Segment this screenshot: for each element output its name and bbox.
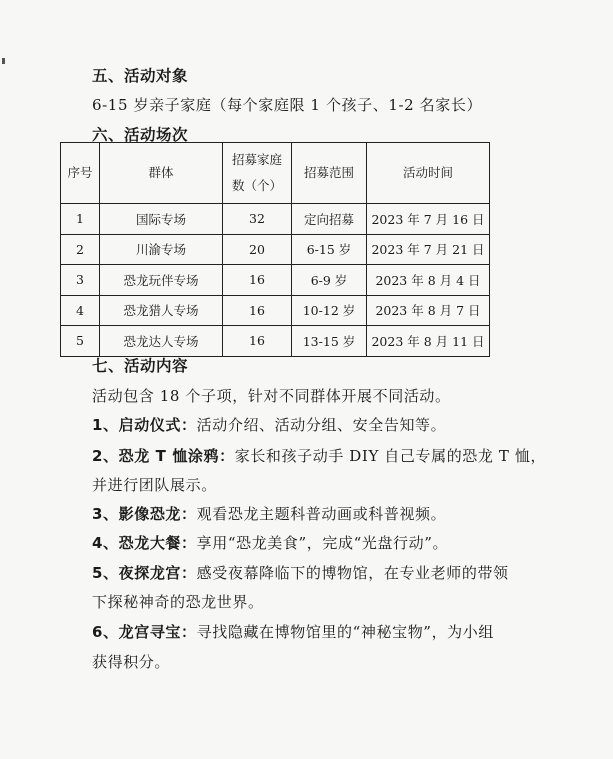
row-families: 32 bbox=[223, 204, 292, 235]
section7-heading: 七、活动内容 bbox=[92, 357, 189, 375]
table-row bbox=[61, 204, 490, 235]
table-row bbox=[61, 265, 490, 296]
activity-item bbox=[92, 621, 494, 642]
activity-text-continued: 下探秘神奇的恐龙世界。 bbox=[92, 593, 264, 611]
activity-item bbox=[92, 503, 446, 524]
table-row bbox=[61, 295, 490, 326]
activity-title: 1、启动仪式： bbox=[92, 416, 197, 434]
table-row bbox=[61, 326, 490, 357]
activity-title: 2、恐龙 T 恤涂鸦： bbox=[92, 447, 235, 465]
row-range: 定向招募 bbox=[292, 204, 367, 235]
row-index: 3 bbox=[61, 265, 100, 296]
row-index: 5 bbox=[61, 326, 100, 357]
activity-item bbox=[92, 532, 448, 553]
activity-text: 寻找隐藏在博物馆里的“神秘宝物”，为小组 bbox=[196, 623, 494, 641]
activity-text-continued: 获得积分。 bbox=[92, 653, 171, 671]
row-index: 4 bbox=[61, 295, 100, 326]
row-range: 10-12 岁 bbox=[292, 295, 367, 326]
header-index: 序号 bbox=[61, 143, 100, 204]
activity-item bbox=[92, 562, 509, 583]
activity-title: 4、恐龙大餐： bbox=[92, 534, 197, 552]
header-range: 招募范围 bbox=[292, 143, 367, 204]
schedule-table bbox=[60, 142, 490, 357]
scan-edge-mark bbox=[2, 58, 5, 64]
row-index: 1 bbox=[61, 204, 100, 235]
activity-title: 3、影像恐龙： bbox=[92, 505, 197, 523]
section5-heading: 五、活动对象 bbox=[92, 67, 189, 85]
row-families: 20 bbox=[223, 234, 292, 265]
table-header-row bbox=[61, 143, 490, 204]
table-row bbox=[61, 234, 490, 265]
header-time: 活动时间 bbox=[367, 143, 490, 204]
row-range: 13-15 岁 bbox=[292, 326, 367, 357]
activity-text: 观看恐龙主题科普动画或科普视频。 bbox=[196, 505, 447, 523]
row-group: 国际专场 bbox=[100, 204, 223, 235]
activity-text: 活动介绍、活动分组、安全告知等。 bbox=[196, 416, 447, 434]
row-time: 2023 年 8 月 4 日 bbox=[367, 265, 490, 296]
row-time: 2023 年 8 月 7 日 bbox=[367, 295, 490, 326]
row-index: 2 bbox=[61, 234, 100, 265]
activity-item bbox=[92, 445, 546, 466]
row-families: 16 bbox=[223, 265, 292, 296]
activity-text: 家长和孩子动手 DIY 自己专属的恐龙 T 恤， bbox=[234, 447, 547, 465]
row-group: 恐龙达人专场 bbox=[100, 326, 223, 357]
header-group: 群体 bbox=[100, 143, 223, 204]
section7-intro: 活动包含 18 个子项，针对不同群体开展不同活动。 bbox=[92, 387, 451, 405]
activity-text-continued: 并进行团队展示。 bbox=[92, 476, 217, 494]
activity-title: 6、龙宫寻宝： bbox=[92, 623, 197, 641]
row-families: 16 bbox=[223, 326, 292, 357]
row-group: 恐龙玩伴专场 bbox=[100, 265, 223, 296]
row-group: 川渝专场 bbox=[100, 234, 223, 265]
header-families-line1: 招募家庭 bbox=[231, 152, 282, 167]
section5-text: 6-15 岁亲子家庭（每个家庭限 1 个孩子、1-2 名家长） bbox=[92, 96, 483, 114]
activity-text: 享用“恐龙美食”，完成“光盘行动”。 bbox=[196, 534, 449, 552]
section6-heading: 六、活动场次 bbox=[92, 126, 189, 144]
header-families bbox=[223, 143, 292, 204]
row-time: 2023 年 7 月 16 日 bbox=[367, 204, 490, 235]
activity-item bbox=[92, 414, 446, 435]
row-families: 16 bbox=[223, 295, 292, 326]
row-range: 6-15 岁 bbox=[292, 234, 367, 265]
row-time: 2023 年 7 月 21 日 bbox=[367, 234, 490, 265]
activity-title: 5、夜探龙宫： bbox=[92, 564, 197, 582]
row-group: 恐龙猎人专场 bbox=[100, 295, 223, 326]
row-range: 6-9 岁 bbox=[292, 265, 367, 296]
row-time: 2023 年 8 月 11 日 bbox=[367, 326, 490, 357]
activity-text: 感受夜幕降临下的博物馆，在专业老师的带领 bbox=[196, 564, 509, 582]
header-families-line2: 数（个） bbox=[231, 178, 282, 193]
